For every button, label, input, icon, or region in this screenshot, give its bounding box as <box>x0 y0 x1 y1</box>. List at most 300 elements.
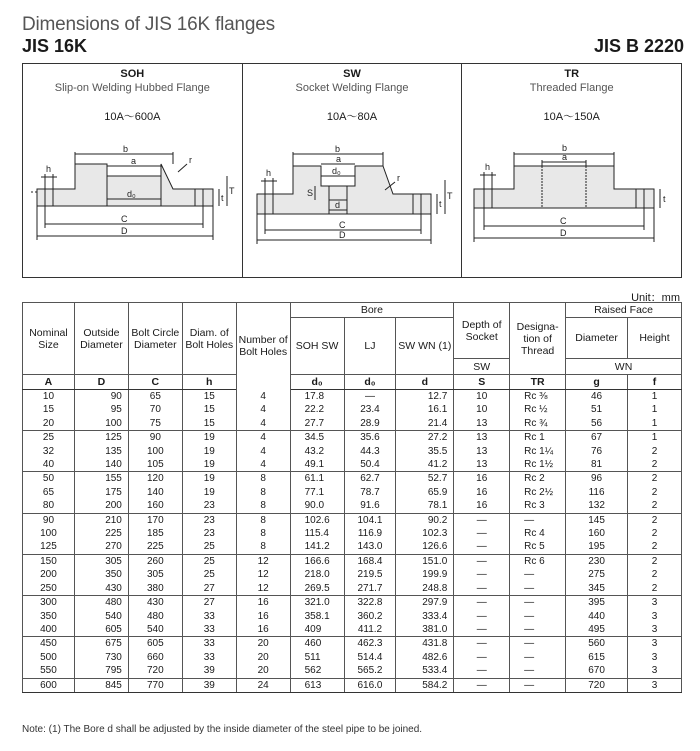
cell-bolt-hole-diam: 19 <box>182 431 236 445</box>
cell-bolt-circle: 105 <box>128 458 182 472</box>
dim-b: b <box>123 144 129 154</box>
cell-thread-designation: — <box>510 664 566 678</box>
cell-socket-depth: — <box>454 582 510 596</box>
cell-rf-diameter: 345 <box>566 582 628 596</box>
cell-bolt-hole-count: 20 <box>236 637 290 651</box>
cell-thread-designation: — <box>510 651 566 664</box>
cell-bore-soh-sw: 17.8 <box>290 390 344 404</box>
cell-thread-designation: Rc ½ <box>510 403 566 416</box>
cell-bore-soh-sw: 511 <box>290 651 344 664</box>
table-row <box>23 651 682 664</box>
cell-bore-sw-wn: 65.9 <box>396 486 454 499</box>
cell-bolt-hole-count: 8 <box>236 513 290 527</box>
cell-bore-soh-sw: 49.1 <box>290 458 344 472</box>
cell-bolt-circle: 160 <box>128 499 182 513</box>
cell-socket-depth: — <box>454 540 510 554</box>
cell-bore-soh-sw: 218.0 <box>290 568 344 581</box>
table-row <box>23 417 682 431</box>
cell-rf-height: 2 <box>628 458 682 472</box>
cell-outside-diameter: 480 <box>74 596 128 610</box>
cell-rf-diameter: 46 <box>566 390 628 404</box>
cell-socket-depth: 13 <box>454 445 510 458</box>
cell-bore-lj: 514.4 <box>344 651 396 664</box>
cell-thread-designation: — <box>510 678 566 692</box>
cell-thread-designation: Rc 6 <box>510 554 566 568</box>
cell-bolt-hole-diam: 23 <box>182 513 236 527</box>
cell-bolt-hole-count: 4 <box>236 458 290 472</box>
cell-rf-height: 2 <box>628 568 682 581</box>
cell-bolt-hole-diam: 25 <box>182 540 236 554</box>
cell-socket-depth: 13 <box>454 458 510 472</box>
tr-flange-drawing <box>462 144 682 279</box>
cell-rf-diameter: 132 <box>566 499 628 513</box>
dim-t: t <box>663 194 666 204</box>
cell-bolt-hole-diam: 23 <box>182 527 236 540</box>
col-rf-height: Height <box>628 318 682 359</box>
cell-bore-sw-wn: 102.3 <box>396 527 454 540</box>
cell-bolt-hole-count: 12 <box>236 554 290 568</box>
cell-bore-soh-sw: 321.0 <box>290 596 344 610</box>
cell-socket-depth: 10 <box>454 390 510 404</box>
cell-bolt-circle: 90 <box>128 431 182 445</box>
cell-bolt-circle: 100 <box>128 445 182 458</box>
cell-rf-height: 1 <box>628 403 682 416</box>
cell-bore-sw-wn: 533.4 <box>396 664 454 678</box>
col-diam-bolt-holes: Diam. of Bolt Holes <box>182 303 236 375</box>
cell-bore-soh-sw: 77.1 <box>290 486 344 499</box>
cell-bolt-hole-diam: 15 <box>182 417 236 431</box>
cell-bore-lj: 143.0 <box>344 540 396 554</box>
cell-outside-diameter: 430 <box>74 582 128 596</box>
dim-S: S <box>306 188 313 198</box>
dim-D: D <box>560 228 567 238</box>
cell-bore-lj: 116.9 <box>344 527 396 540</box>
cell-bore-sw-wn: 78.1 <box>396 499 454 513</box>
diagram-code: SOH <box>120 68 145 80</box>
table-row <box>23 431 682 445</box>
cell-bore-soh-sw: 22.2 <box>290 403 344 416</box>
cell-bore-soh-sw: 34.5 <box>290 431 344 445</box>
cell-nominal-size: 450 <box>23 637 75 651</box>
cell-outside-diameter: 210 <box>74 513 128 527</box>
cell-bore-sw-wn: 199.9 <box>396 568 454 581</box>
cell-thread-designation: Rc 2 <box>510 472 566 486</box>
cell-nominal-size: 80 <box>23 499 75 513</box>
cell-nominal-size: 25 <box>23 431 75 445</box>
cell-rf-diameter: 116 <box>566 486 628 499</box>
cell-rf-diameter: 275 <box>566 568 628 581</box>
cell-bore-sw-wn: 16.1 <box>396 403 454 416</box>
sw-flange-drawing <box>243 144 461 284</box>
diagram-panel <box>22 63 682 278</box>
cell-bore-sw-wn: 126.6 <box>396 540 454 554</box>
sym-C: C <box>128 375 182 390</box>
cell-nominal-size: 400 <box>23 623 75 637</box>
dim-d0: d₀ <box>127 189 136 199</box>
cell-bolt-hole-diam: 33 <box>182 610 236 623</box>
cell-bore-lj: 28.9 <box>344 417 396 431</box>
col-rf-wn: WN <box>566 359 682 375</box>
cell-thread-designation: Rc 5 <box>510 540 566 554</box>
cell-bolt-hole-count: 16 <box>236 610 290 623</box>
cell-bolt-circle: 120 <box>128 472 182 486</box>
cell-bolt-hole-diam: 19 <box>182 458 236 472</box>
cell-socket-depth: — <box>454 678 510 692</box>
cell-nominal-size: 50 <box>23 472 75 486</box>
cell-thread-designation: — <box>510 568 566 581</box>
cell-rf-height: 2 <box>628 554 682 568</box>
cell-bolt-hole-diam: 19 <box>182 472 236 486</box>
cell-bolt-hole-count: 8 <box>236 499 290 513</box>
cell-outside-diameter: 225 <box>74 527 128 540</box>
cell-bore-soh-sw: 27.7 <box>290 417 344 431</box>
cell-bolt-hole-diam: 27 <box>182 596 236 610</box>
cell-bore-lj: 565.2 <box>344 664 396 678</box>
diagram-range: 10A～150A <box>543 111 600 123</box>
cell-thread-designation: — <box>510 623 566 637</box>
table-row <box>23 568 682 581</box>
cell-nominal-size: 20 <box>23 417 75 431</box>
cell-bore-lj: 360.2 <box>344 610 396 623</box>
cell-bore-lj: 62.7 <box>344 472 396 486</box>
cell-rf-height: 2 <box>628 582 682 596</box>
cell-rf-height: 2 <box>628 499 682 513</box>
dimensions-table <box>22 302 682 693</box>
diagram-sw <box>243 64 463 277</box>
dim-b: b <box>562 144 568 153</box>
cell-socket-depth: 13 <box>454 417 510 431</box>
page-title: Dimensions of JIS 16K flanges <box>22 14 275 35</box>
cell-bolt-hole-count: 12 <box>236 568 290 581</box>
table-row <box>23 678 682 692</box>
sym-d: d <box>396 375 454 390</box>
cell-bolt-circle: 480 <box>128 610 182 623</box>
cell-bore-soh-sw: 166.6 <box>290 554 344 568</box>
dim-b: b <box>334 144 340 154</box>
table-row <box>23 554 682 568</box>
unit-label: Unit：mm <box>631 292 680 304</box>
cell-bore-lj: 44.3 <box>344 445 396 458</box>
cell-nominal-size: 200 <box>23 568 75 581</box>
cell-socket-depth: — <box>454 596 510 610</box>
diagram-code: TR <box>564 68 580 80</box>
table-row <box>23 582 682 596</box>
cell-socket-depth: — <box>454 568 510 581</box>
cell-bolt-hole-diam: 15 <box>182 403 236 416</box>
cell-bolt-hole-count: 4 <box>236 431 290 445</box>
cell-rf-height: 2 <box>628 540 682 554</box>
sym-f: f <box>628 375 682 390</box>
cell-bolt-hole-count: 4 <box>236 445 290 458</box>
table-row <box>23 623 682 637</box>
cell-nominal-size: 40 <box>23 458 75 472</box>
cell-nominal-size: 500 <box>23 651 75 664</box>
cell-nominal-size: 150 <box>23 554 75 568</box>
cell-bore-soh-sw: 61.1 <box>290 472 344 486</box>
sym-d0-lj: d₀ <box>344 375 396 390</box>
cell-bore-soh-sw: 90.0 <box>290 499 344 513</box>
cell-bore-sw-wn: 431.8 <box>396 637 454 651</box>
cell-rf-height: 2 <box>628 527 682 540</box>
page-subtitle: JIS 16K <box>22 36 88 56</box>
cell-thread-designation: Rc 1¼ <box>510 445 566 458</box>
cell-socket-depth: — <box>454 623 510 637</box>
cell-outside-diameter: 305 <box>74 554 128 568</box>
col-bolt-circle: Bolt Circle Diameter <box>128 303 182 375</box>
cell-bolt-hole-count: 8 <box>236 472 290 486</box>
table-row <box>23 486 682 499</box>
dim-h: h <box>485 162 491 172</box>
cell-bore-soh-sw: 409 <box>290 623 344 637</box>
table-row <box>23 499 682 513</box>
cell-bolt-circle: 225 <box>128 540 182 554</box>
cell-outside-diameter: 125 <box>74 431 128 445</box>
sym-d0: d₀ <box>290 375 344 390</box>
dim-C: C <box>560 216 567 226</box>
diagram-range: 10A～600A <box>104 111 161 123</box>
cell-bolt-circle: 260 <box>128 554 182 568</box>
cell-bolt-hole-diam: 39 <box>182 678 236 692</box>
cell-bore-lj: 462.3 <box>344 637 396 651</box>
cell-bolt-hole-count: 16 <box>236 596 290 610</box>
cell-bore-lj: 23.4 <box>344 403 396 416</box>
cell-bolt-hole-diam: 27 <box>182 582 236 596</box>
col-number-bolt-holes: Number of Bolt Holes <box>236 303 290 390</box>
cell-bore-sw-wn: 584.2 <box>396 678 454 692</box>
col-raised-face: Raised Face <box>566 303 682 318</box>
cell-nominal-size: 300 <box>23 596 75 610</box>
cell-thread-designation: Rc 4 <box>510 527 566 540</box>
soh-flange-drawing <box>23 144 241 279</box>
cell-rf-diameter: 81 <box>566 458 628 472</box>
cell-bolt-circle: 605 <box>128 637 182 651</box>
diagram-name: Threaded Flange <box>529 82 614 94</box>
cell-bore-lj: 91.6 <box>344 499 396 513</box>
table-row <box>23 596 682 610</box>
sym-TR: TR <box>510 375 566 390</box>
cell-bolt-circle: 770 <box>128 678 182 692</box>
cell-bolt-hole-diam: 39 <box>182 664 236 678</box>
cell-bolt-hole-count: 8 <box>236 540 290 554</box>
cell-thread-designation: Rc ¾ <box>510 417 566 431</box>
col-designation-thread: Designa- tion of Thread <box>510 303 566 375</box>
cell-bore-sw-wn: 297.9 <box>396 596 454 610</box>
dim-C: C <box>121 214 128 224</box>
cell-bore-sw-wn: 482.6 <box>396 651 454 664</box>
cell-rf-height: 2 <box>628 472 682 486</box>
sym-D: D <box>74 375 128 390</box>
sym-S: S <box>454 375 510 390</box>
col-rf-diameter: Diameter <box>566 318 628 359</box>
cell-bolt-hole-diam: 33 <box>182 651 236 664</box>
diagram-name: Socket Welding Flange <box>295 82 409 94</box>
dim-D: D <box>121 226 128 236</box>
cell-rf-diameter: 230 <box>566 554 628 568</box>
cell-thread-designation: Rc 3 <box>510 499 566 513</box>
cell-bore-soh-sw: 269.5 <box>290 582 344 596</box>
cell-outside-diameter: 155 <box>74 472 128 486</box>
cell-socket-depth: — <box>454 651 510 664</box>
col-outside-diameter: Outside Diameter <box>74 303 128 375</box>
cell-rf-diameter: 670 <box>566 664 628 678</box>
cell-bolt-hole-diam: 23 <box>182 499 236 513</box>
cell-rf-diameter: 395 <box>566 596 628 610</box>
cell-outside-diameter: 795 <box>74 664 128 678</box>
col-bore: Bore <box>290 303 454 318</box>
cell-bolt-circle: 185 <box>128 527 182 540</box>
cell-rf-diameter: 160 <box>566 527 628 540</box>
sym-g: g <box>566 375 628 390</box>
cell-bore-sw-wn: 21.4 <box>396 417 454 431</box>
cell-bolt-circle: 540 <box>128 623 182 637</box>
cell-bolt-circle: 170 <box>128 513 182 527</box>
cell-bore-lj: 322.8 <box>344 596 396 610</box>
table-row <box>23 637 682 651</box>
cell-outside-diameter: 90 <box>74 390 128 404</box>
cell-bolt-hole-count: 20 <box>236 651 290 664</box>
table-row <box>23 540 682 554</box>
cell-bolt-hole-diam: 25 <box>182 568 236 581</box>
cell-bolt-circle: 720 <box>128 664 182 678</box>
cell-socket-depth: — <box>454 513 510 527</box>
cell-rf-height: 3 <box>628 596 682 610</box>
cell-nominal-size: 65 <box>23 486 75 499</box>
cell-bolt-hole-count: 16 <box>236 623 290 637</box>
dim-D: D <box>338 230 346 240</box>
dim-T: T <box>446 191 453 201</box>
cell-thread-designation: — <box>510 582 566 596</box>
table-row <box>23 513 682 527</box>
cell-outside-diameter: 605 <box>74 623 128 637</box>
cell-rf-diameter: 560 <box>566 637 628 651</box>
dim-a: a <box>131 156 137 166</box>
cell-socket-depth: 16 <box>454 499 510 513</box>
dim-C: C <box>338 220 346 230</box>
cell-bolt-hole-diam: 25 <box>182 554 236 568</box>
cell-bore-lj: — <box>344 390 396 404</box>
cell-bolt-hole-count: 8 <box>236 527 290 540</box>
cell-nominal-size: 350 <box>23 610 75 623</box>
cell-thread-designation: — <box>510 596 566 610</box>
cell-bolt-hole-count: 4 <box>236 403 290 416</box>
cell-rf-diameter: 615 <box>566 651 628 664</box>
cell-bolt-hole-count: 4 <box>236 390 290 404</box>
cell-bore-lj: 168.4 <box>344 554 396 568</box>
diagram-range: 10A～80A <box>326 111 378 123</box>
cell-nominal-size: 125 <box>23 540 75 554</box>
cell-bolt-circle: 430 <box>128 596 182 610</box>
cell-bolt-hole-diam: 15 <box>182 390 236 404</box>
table-row <box>23 458 682 472</box>
cell-bore-soh-sw: 115.4 <box>290 527 344 540</box>
dim-a: a <box>562 152 568 162</box>
col-depth-socket: Depth of Socket <box>454 303 510 359</box>
cell-bolt-hole-count: 4 <box>236 417 290 431</box>
col-nominal-size: Nominal Size <box>23 303 75 375</box>
cell-bolt-circle: 65 <box>128 390 182 404</box>
cell-outside-diameter: 730 <box>74 651 128 664</box>
col-bore-soh-sw: SOH SW <box>290 318 344 375</box>
cell-outside-diameter: 540 <box>74 610 128 623</box>
col-depth-sw: SW <box>454 359 510 375</box>
dim-r: r <box>396 173 400 183</box>
cell-rf-diameter: 96 <box>566 472 628 486</box>
cell-socket-depth: — <box>454 664 510 678</box>
cell-outside-diameter: 100 <box>74 417 128 431</box>
cell-thread-designation: Rc 2½ <box>510 486 566 499</box>
dim-h: h <box>46 164 52 174</box>
col-bore-lj: LJ <box>344 318 396 375</box>
diagram-code: SW <box>343 68 361 80</box>
dim-T: T <box>229 186 235 196</box>
cell-rf-diameter: 440 <box>566 610 628 623</box>
cell-outside-diameter: 135 <box>74 445 128 458</box>
cell-rf-diameter: 76 <box>566 445 628 458</box>
sym-A: A <box>23 375 75 390</box>
cell-thread-designation: Rc 1½ <box>510 458 566 472</box>
cell-rf-height: 3 <box>628 637 682 651</box>
cell-outside-diameter: 200 <box>74 499 128 513</box>
cell-bore-lj: 219.5 <box>344 568 396 581</box>
cell-socket-depth: — <box>454 554 510 568</box>
sym-h: h <box>182 375 236 390</box>
cell-socket-depth: 16 <box>454 486 510 499</box>
cell-bore-sw-wn: 52.7 <box>396 472 454 486</box>
cell-bolt-circle: 380 <box>128 582 182 596</box>
cell-thread-designation: — <box>510 610 566 623</box>
table-row <box>23 445 682 458</box>
dim-t: t <box>221 193 224 203</box>
cell-bore-lj: 271.7 <box>344 582 396 596</box>
cell-rf-height: 2 <box>628 513 682 527</box>
table-body <box>23 390 682 693</box>
cell-nominal-size: 15 <box>23 403 75 416</box>
dim-d0: d₀ <box>331 166 341 176</box>
cell-rf-height: 3 <box>628 651 682 664</box>
cell-outside-diameter: 175 <box>74 486 128 499</box>
dim-d: d <box>334 200 340 210</box>
cell-rf-diameter: 145 <box>566 513 628 527</box>
cell-bolt-hole-count: 12 <box>236 582 290 596</box>
cell-bore-soh-sw: 358.1 <box>290 610 344 623</box>
table-row <box>23 390 682 404</box>
cell-bore-lj: 104.1 <box>344 513 396 527</box>
cell-outside-diameter: 95 <box>74 403 128 416</box>
cell-rf-diameter: 195 <box>566 540 628 554</box>
cell-bore-soh-sw: 460 <box>290 637 344 651</box>
cell-rf-height: 3 <box>628 678 682 692</box>
cell-nominal-size: 90 <box>23 513 75 527</box>
cell-bolt-circle: 75 <box>128 417 182 431</box>
cell-socket-depth: 16 <box>454 472 510 486</box>
cell-rf-height: 3 <box>628 623 682 637</box>
diagram-name: Slip-on Welding Hubbed Flange <box>54 82 210 94</box>
cell-bore-lj: 616.0 <box>344 678 396 692</box>
cell-nominal-size: 32 <box>23 445 75 458</box>
cell-bore-soh-sw: 43.2 <box>290 445 344 458</box>
cell-bolt-hole-count: 8 <box>236 486 290 499</box>
cell-outside-diameter: 140 <box>74 458 128 472</box>
cell-rf-diameter: 720 <box>566 678 628 692</box>
cell-rf-diameter: 56 <box>566 417 628 431</box>
cell-rf-height: 3 <box>628 610 682 623</box>
cell-bore-soh-sw: 562 <box>290 664 344 678</box>
cell-bore-sw-wn: 90.2 <box>396 513 454 527</box>
cell-rf-diameter: 67 <box>566 431 628 445</box>
cell-bore-sw-wn: 248.8 <box>396 582 454 596</box>
cell-bore-sw-wn: 41.2 <box>396 458 454 472</box>
cell-outside-diameter: 350 <box>74 568 128 581</box>
